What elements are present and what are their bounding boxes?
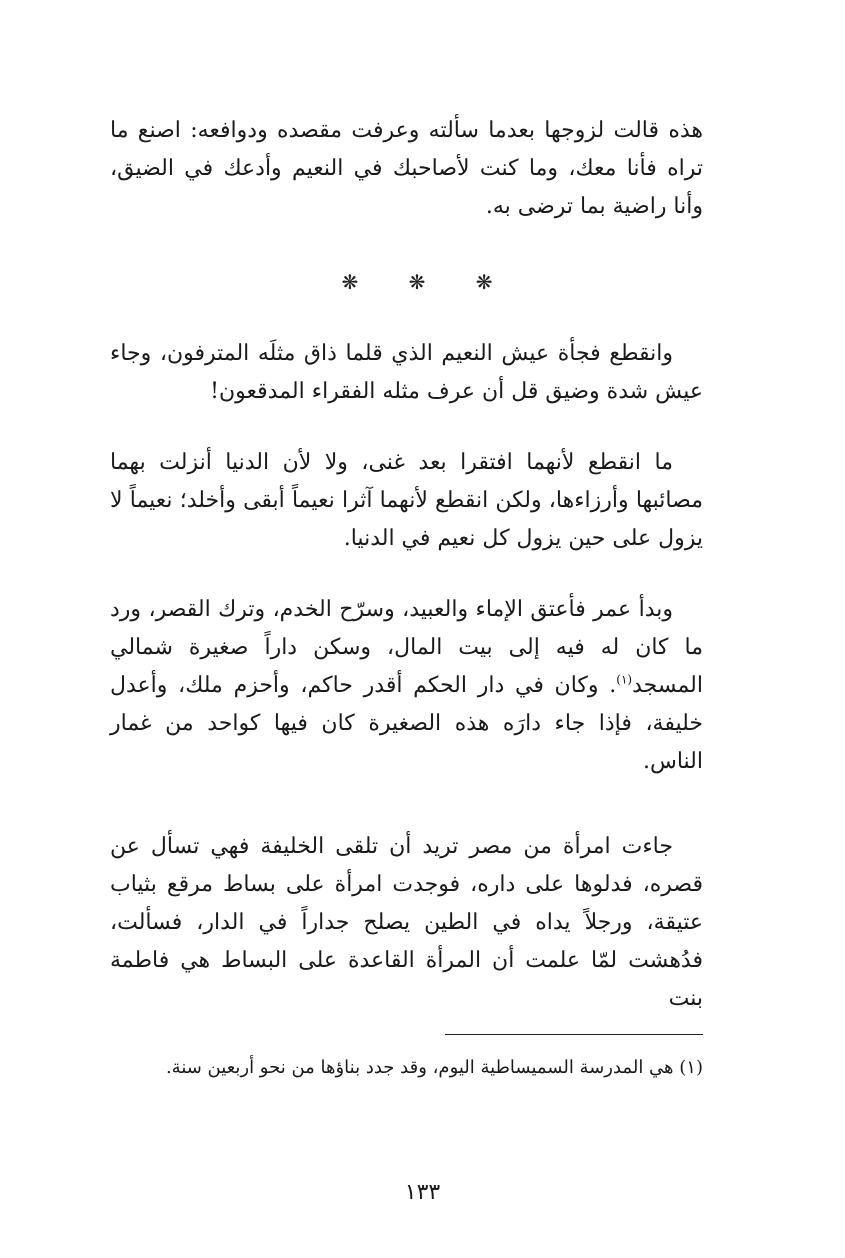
paragraph-2 <box>110 335 703 411</box>
paragraph-text-after-ref: . وكان في دار الحكم أقدر حاكم، وأحزم ملك، وأعدل خليفة، فإذا جاء دارَه هذه الصغيرة كان فيها كواحد من غمار الناس. <box>110 673 703 774</box>
paragraph-text-before-ref: وبدأ عمر فأعتق الإماء والعبيد، وسرّح الخدم، وترك القصر، ورد ما كان له فيه إلى بيت المال، وسكن داراً صغيرة شمالي المسجد <box>110 597 703 698</box>
paragraph-text: جاءت امرأة من مصر تريد أن تلقى الخليفة فهي تسأل عن قصره، فدلوها على داره، فوجدت امرأة على بساط مرقع بثياب عتيقة، ورجلاً يداه في الطين يصلح جداراً في الدار، فسألت، فدُهشت لمّا علمت أن المرأة القاعدة على البساط هي فاطمة بنت <box>110 834 703 1011</box>
paragraph-text: هذه قالت لزوجها بعدما سألته وعرفت مقصده ودوافعه: اصنع ما تراه فأنا معك، وما كنت لأصاحبك في النعيم وأدعك في الضيق، وأنا راضية بما ترضى به. <box>110 118 703 219</box>
paragraph-text <box>110 591 703 781</box>
section-separator <box>0 270 845 294</box>
footnote-reference: (١) <box>616 672 633 687</box>
footnote-divider <box>445 1034 703 1035</box>
paragraph-1 <box>110 112 703 226</box>
paragraph-5 <box>110 828 703 1018</box>
paragraph-3 <box>110 444 703 558</box>
paragraph-4 <box>110 591 703 781</box>
paragraph-text: ما انقطع لأنهما افتقرا بعد غنى، ولا لأن الدنيا أنزلت بهما مصائبها وأرزاءها، ولكن انقطع لأنهما آثرا نعيماً أبقى وأخلد؛ نعيماً لا يزول على حين يزول كل نعيم في الدنيا. <box>110 450 703 551</box>
footnote-text: (١) هي المدرسة السميساطية اليوم، وقد جدد بناؤها من نحو أربعين سنة. <box>165 1057 703 1078</box>
page-number: ١٣٣ <box>404 1180 441 1205</box>
paragraph-text: وانقطع فجأة عيش النعيم الذي قلما ذاق مثلَه المترفون، وجاء عيش شدة وضيق قل أن عرف مثله الفقراء المدقعون! <box>110 341 703 404</box>
separator-asterisks: ❋ ❋ ❋ <box>341 270 515 294</box>
footnote <box>110 1052 703 1084</box>
